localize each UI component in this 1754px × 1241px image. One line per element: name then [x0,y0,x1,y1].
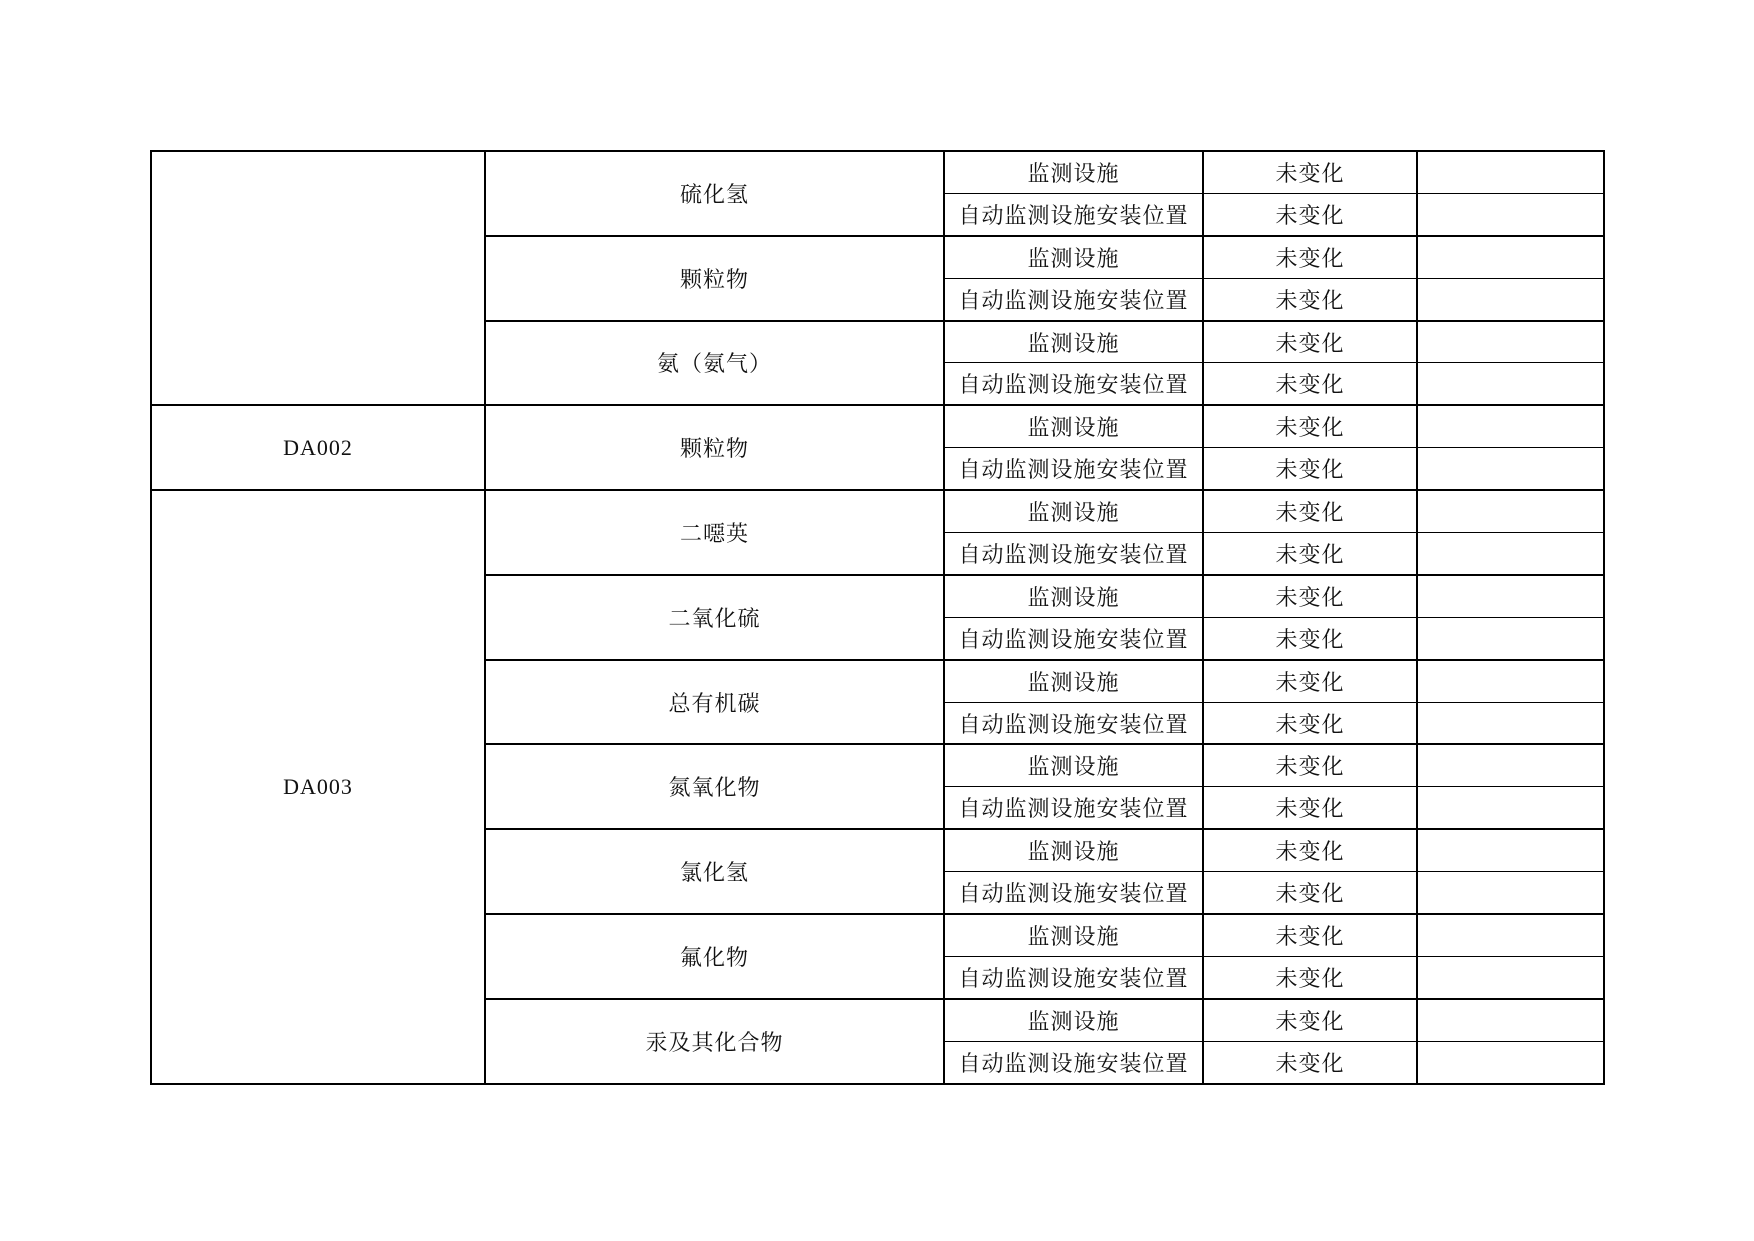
monitor-item-cell: 监测设施 [944,490,1203,532]
outlet-id-cell: DA003 [151,490,485,1083]
change-status-cell: 未变化 [1203,448,1417,490]
remark-cell [1417,829,1604,871]
change-status-cell: 未变化 [1203,490,1417,532]
monitor-item-cell: 自动监测设施安装位置 [944,448,1203,490]
pollutant-cell: 氯化氢 [485,829,944,914]
remark-cell [1417,744,1604,786]
monitor-item-cell: 监测设施 [944,151,1203,193]
change-status-cell: 未变化 [1203,193,1417,235]
change-status-cell: 未变化 [1203,872,1417,914]
change-status-cell: 未变化 [1203,787,1417,829]
monitor-item-cell: 监测设施 [944,405,1203,447]
change-status-cell: 未变化 [1203,744,1417,786]
remark-cell [1417,278,1604,320]
monitor-item-cell: 自动监测设施安装位置 [944,617,1203,659]
monitor-item-cell: 监测设施 [944,999,1203,1041]
change-status-cell: 未变化 [1203,151,1417,193]
table-row [151,405,1604,447]
pollutant-cell: 二噁英 [485,490,944,575]
pollutant-cell: 氟化物 [485,914,944,999]
monitor-item-cell: 监测设施 [944,236,1203,278]
remark-cell [1417,1041,1604,1083]
remark-cell [1417,787,1604,829]
remark-cell [1417,660,1604,702]
remark-cell [1417,533,1604,575]
change-status-cell: 未变化 [1203,914,1417,956]
remark-cell [1417,236,1604,278]
monitor-item-cell: 自动监测设施安装位置 [944,956,1203,998]
monitor-item-cell: 自动监测设施安装位置 [944,872,1203,914]
monitor-item-cell: 监测设施 [944,660,1203,702]
monitor-item-cell: 自动监测设施安装位置 [944,1041,1203,1083]
pollutant-cell: 颗粒物 [485,405,944,490]
monitor-item-cell: 自动监测设施安装位置 [944,702,1203,744]
remark-cell [1417,999,1604,1041]
monitor-item-cell: 监测设施 [944,575,1203,617]
monitor-item-cell: 自动监测设施安装位置 [944,363,1203,405]
remark-cell [1417,872,1604,914]
change-status-cell: 未变化 [1203,1041,1417,1083]
remark-cell [1417,363,1604,405]
monitor-item-cell: 监测设施 [944,829,1203,871]
remark-cell [1417,617,1604,659]
monitor-item-cell: 自动监测设施安装位置 [944,278,1203,320]
remark-cell [1417,151,1604,193]
remark-cell [1417,956,1604,998]
monitor-item-cell: 监测设施 [944,744,1203,786]
monitor-item-cell: 自动监测设施安装位置 [944,787,1203,829]
change-status-cell: 未变化 [1203,321,1417,363]
change-status-cell: 未变化 [1203,956,1417,998]
remark-cell [1417,575,1604,617]
change-status-cell: 未变化 [1203,236,1417,278]
change-status-cell: 未变化 [1203,278,1417,320]
pollutant-cell: 颗粒物 [485,236,944,321]
change-status-cell: 未变化 [1203,533,1417,575]
monitor-item-cell: 自动监测设施安装位置 [944,193,1203,235]
change-status-cell: 未变化 [1203,702,1417,744]
pollutant-cell: 总有机碳 [485,660,944,745]
monitor-item-cell: 自动监测设施安装位置 [944,533,1203,575]
table-row [151,151,1604,193]
change-status-cell: 未变化 [1203,405,1417,447]
outlet-id-cell: DA002 [151,405,485,490]
pollutant-cell: 二氧化硫 [485,575,944,660]
pollutant-cell: 硫化氢 [485,151,944,236]
pollutant-cell: 氨（氨气） [485,321,944,406]
remark-cell [1417,490,1604,532]
monitoring-change-table [150,150,1605,1085]
remark-cell [1417,321,1604,363]
pollutant-cell: 汞及其化合物 [485,999,944,1084]
table-row [151,490,1604,532]
change-status-cell: 未变化 [1203,660,1417,702]
change-status-cell: 未变化 [1203,575,1417,617]
monitor-item-cell: 监测设施 [944,914,1203,956]
outlet-id-cell [151,151,485,405]
change-status-cell: 未变化 [1203,829,1417,871]
remark-cell [1417,405,1604,447]
remark-cell [1417,193,1604,235]
remark-cell [1417,702,1604,744]
remark-cell [1417,914,1604,956]
change-status-cell: 未变化 [1203,363,1417,405]
change-status-cell: 未变化 [1203,999,1417,1041]
monitor-item-cell: 监测设施 [944,321,1203,363]
pollutant-cell: 氮氧化物 [485,744,944,829]
change-status-cell: 未变化 [1203,617,1417,659]
remark-cell [1417,448,1604,490]
